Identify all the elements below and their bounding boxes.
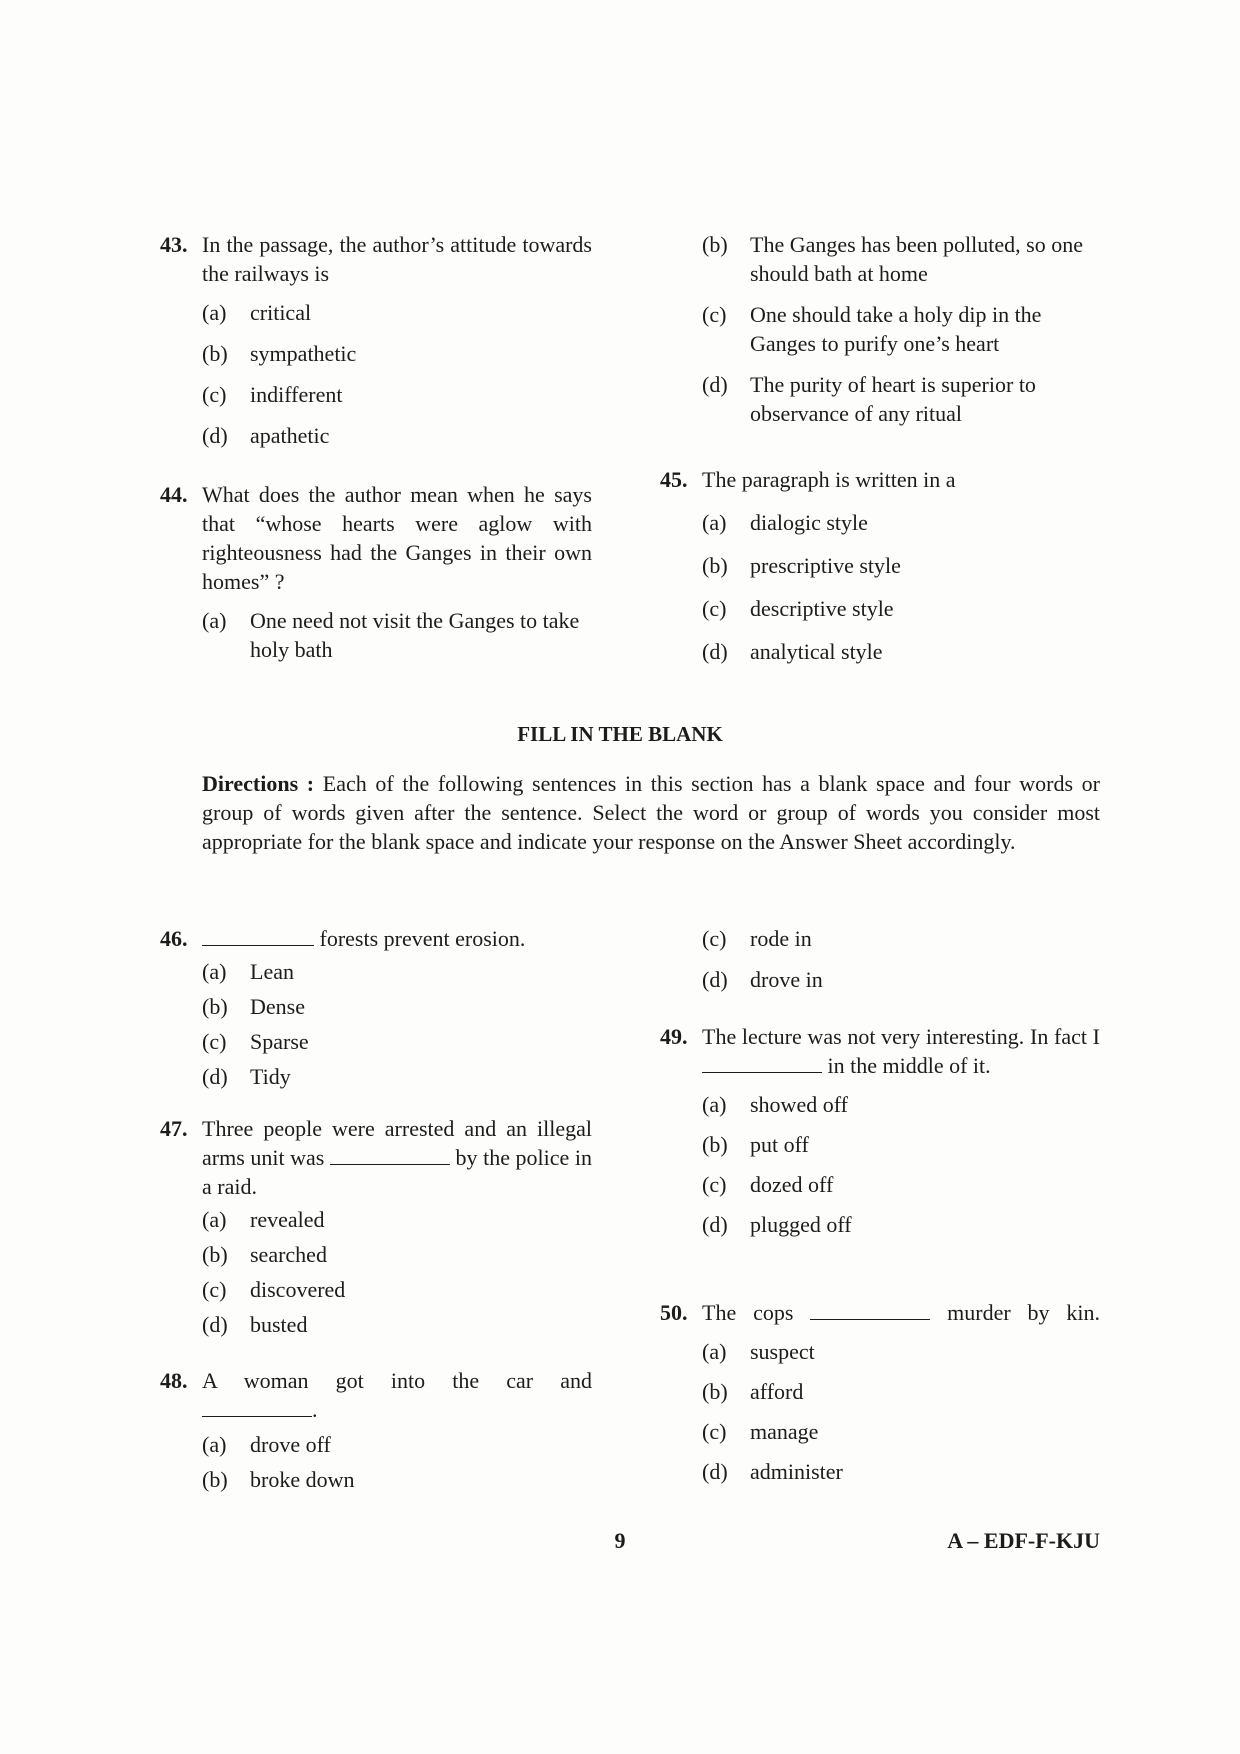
question-number: 46.	[160, 926, 188, 951]
blank-line	[202, 1398, 312, 1417]
option-a: (a) revealed	[202, 1207, 325, 1232]
question-48-continued	[702, 924, 1100, 994]
option-a: (a) drove off	[202, 1432, 331, 1457]
question-text: In the passage, the author’s attitude towards the railways is	[202, 232, 592, 286]
question-50	[660, 1298, 1100, 1486]
option-b: (b) prescriptive style	[702, 553, 901, 578]
question-47	[160, 1114, 592, 1339]
question-43	[160, 230, 592, 450]
question-text: Three people were arrested and an illegal arms unit was by the police in a raid.	[202, 1116, 592, 1199]
option-c: (c) rode in	[702, 926, 812, 951]
option-d: (d) Tidy	[202, 1064, 291, 1089]
question-number: 48.	[160, 1368, 188, 1393]
question-number: 43.	[160, 232, 188, 257]
option-b: (b) Dense	[202, 994, 305, 1019]
question-number: 47.	[160, 1116, 188, 1141]
question-text: forests prevent erosion.	[202, 924, 592, 953]
option-a: (a) suspect	[702, 1339, 815, 1364]
option-a: (a) critical	[202, 300, 312, 325]
directions-label: Directions :	[202, 771, 315, 796]
option-b: (b) broke down	[202, 1467, 355, 1492]
option-a: (a) One need not visit the Ganges to take holy bath	[202, 608, 580, 662]
option-d: (d) The purity of heart is superior to observance of any ritual	[702, 372, 1036, 426]
option-a: (a) showed off	[702, 1092, 848, 1117]
question-text: A woman got into the car and	[202, 1368, 592, 1393]
question-text: The cops murder by kin.	[702, 1300, 1100, 1325]
question-44-continued	[702, 230, 1100, 428]
option-b: (b) afford	[702, 1379, 804, 1404]
question-45	[660, 465, 1100, 666]
option-d: (d) analytical style	[702, 639, 883, 664]
option-d: (d) drove in	[702, 967, 823, 992]
option-c: (c) Sparse	[202, 1029, 309, 1054]
question-number: 45.	[660, 467, 688, 492]
option-d: (d) apathetic	[202, 423, 330, 448]
option-b: (b) put off	[702, 1132, 809, 1157]
option-c: (c) One should take a holy dip in the Ganges to purify one’s heart	[702, 302, 1042, 356]
question-text: The lecture was not very interesting. In fact I in the middle of it.	[702, 1024, 1100, 1078]
question-text: What does the author mean when he says that “whose hearts were aglow with righteousness had the Ganges in their own homes” ?	[202, 482, 592, 594]
question-48: 48. A woman got into the car and . (a) drove off (b) broke down	[160, 1368, 592, 1492]
question-text: The paragraph is written in a	[702, 467, 956, 492]
option-c: (c) manage	[702, 1419, 819, 1444]
directions-text: Each of the following sentences in this section has a blank space and four words or group of words given after the sentence. Select the word or group of words you consider most appropriate for the blank space and indicate your response on the Answer Sheet accordingly.	[202, 771, 1100, 854]
option-d: (d) plugged off	[702, 1212, 852, 1237]
directions	[202, 769, 1100, 856]
question-number: 44.	[160, 482, 188, 507]
option-d: (d) administer	[702, 1459, 843, 1484]
option-d: (d) busted	[202, 1312, 308, 1337]
blank-line	[702, 1054, 822, 1073]
option-c: (c) dozed off	[702, 1172, 834, 1197]
blank-line	[202, 927, 314, 946]
option-b: (b) sympathetic	[202, 341, 357, 366]
page-number: 9	[614, 1528, 626, 1553]
section-title: FILL IN THE BLANK	[517, 722, 723, 746]
option-b: (b) The Ganges has been polluted, so one should bath at home	[702, 232, 1083, 286]
blank-line	[810, 1301, 930, 1320]
question-number: 49.	[660, 1024, 688, 1049]
option-a: (a) Lean	[202, 959, 294, 984]
question-46	[160, 924, 592, 1091]
option-c: (c) indifferent	[202, 382, 343, 407]
option-a: (a) dialogic style	[702, 510, 868, 535]
booklet-code: A – EDF-F-KJU	[947, 1528, 1100, 1553]
question-number: 50.	[660, 1300, 688, 1325]
question-44	[160, 480, 592, 664]
option-c: (c) descriptive style	[702, 596, 894, 621]
blank-line	[330, 1146, 450, 1165]
option-b: (b) searched	[202, 1242, 327, 1267]
option-c: (c) discovered	[202, 1277, 346, 1302]
question-49	[660, 1022, 1100, 1239]
